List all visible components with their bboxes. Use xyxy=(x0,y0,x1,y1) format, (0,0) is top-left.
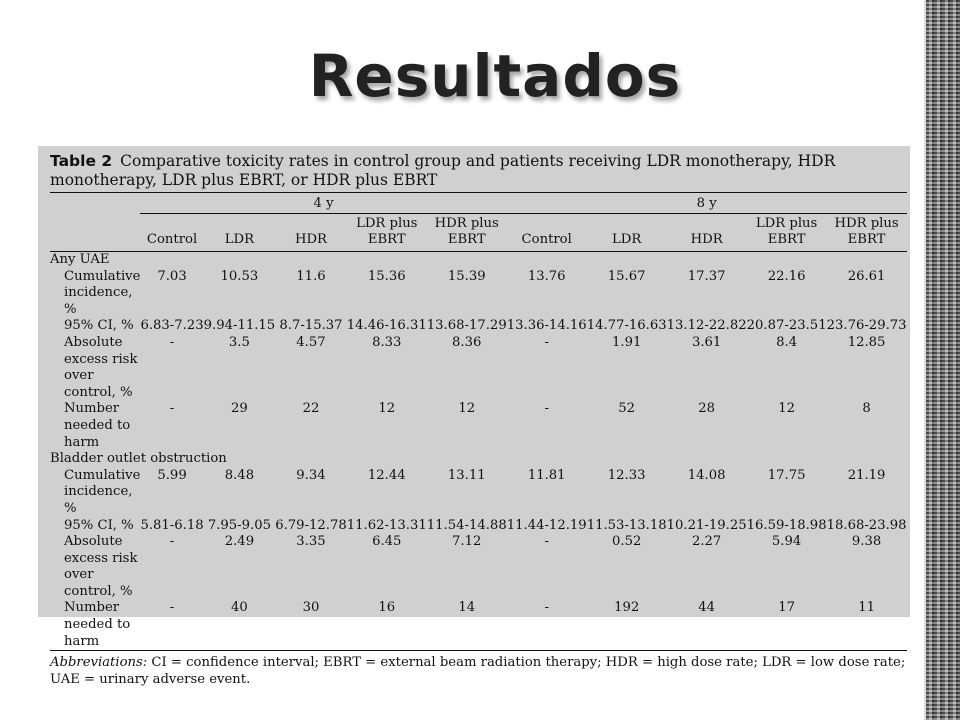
table-cell: 10.21-19.25 xyxy=(666,517,747,533)
table-caption-text: Comparative toxicity rates in control group and patients receiving LDR monotherapy, HDR monotherapy, LDR plus EBRT, or HDR plus EBRT xyxy=(50,152,836,189)
table-row xyxy=(50,518,907,535)
table-cell: 11.6 xyxy=(296,268,326,284)
table-cell: 13.12-22.82 xyxy=(666,318,747,334)
table-cell: 1.91 xyxy=(611,334,642,350)
table-cell: 17.37 xyxy=(687,268,726,284)
table-cell: 2.49 xyxy=(224,534,255,550)
table-cell: 29 xyxy=(231,401,248,417)
table-row xyxy=(50,269,907,319)
column-header: HDR xyxy=(275,214,347,252)
row-label: 95% CI, % xyxy=(64,517,134,533)
table-cell: 11.53-13.18 xyxy=(586,517,667,533)
table-cell: 12 xyxy=(378,401,396,417)
table-cell: 18.68-23.98 xyxy=(826,517,907,533)
table-cell: - xyxy=(544,401,549,417)
table-section-row xyxy=(50,451,907,468)
column-header: HDR plus EBRT xyxy=(827,214,907,252)
table-cell: 8.4 xyxy=(776,334,798,350)
results-table-figure xyxy=(38,146,910,688)
table-cell: 5.99 xyxy=(157,467,187,483)
table-body xyxy=(50,252,907,651)
table-cell: 6.79-12.78 xyxy=(275,517,347,533)
slide-title: Resultados xyxy=(308,42,682,110)
table-section-row xyxy=(50,252,907,269)
table-row xyxy=(50,600,907,650)
table-footnote xyxy=(50,651,907,689)
row-label: Number needed to harm xyxy=(64,600,131,649)
footnote-label: Abbreviations: xyxy=(50,655,148,671)
table-cell: 14.77-16.63 xyxy=(586,318,667,334)
table-cell: 23.76-29.73 xyxy=(826,318,907,334)
table-cell: 5.81-6.18 xyxy=(140,517,204,533)
table-cell: 16 xyxy=(378,600,396,616)
table-cell: 14.46-16.31 xyxy=(346,318,427,334)
table-cell: 14.08 xyxy=(687,467,726,483)
table-cell: 8.36 xyxy=(452,334,482,350)
table-cell: 9.34 xyxy=(296,467,326,483)
table-cell: 4.57 xyxy=(296,334,326,350)
table-cell: 3.35 xyxy=(296,534,326,550)
row-label: Absolute excess risk over control, % xyxy=(64,334,138,400)
table-cell: 40 xyxy=(231,600,248,616)
table-cell: 9.38 xyxy=(851,534,882,550)
table-cell: 22 xyxy=(302,401,320,417)
table-cell: 20.87-23.51 xyxy=(746,318,827,334)
table-cell: - xyxy=(169,401,175,417)
table-cell: 15.39 xyxy=(447,268,486,284)
table-cell: 8.33 xyxy=(372,334,402,350)
table-cell: 11.44-12.19 xyxy=(506,517,587,533)
table-cell: 8 xyxy=(862,401,871,417)
column-header: Control xyxy=(140,214,203,252)
table-cell: 192 xyxy=(614,600,640,616)
table-cell: 8.48 xyxy=(224,467,255,483)
table-cell: 44 xyxy=(698,600,716,616)
table-label: Table 2 xyxy=(50,152,113,170)
table-cell: - xyxy=(169,600,175,616)
table-cell: 22.16 xyxy=(767,268,806,284)
table-cell: 12 xyxy=(778,401,795,417)
table-cell: 52 xyxy=(618,401,636,417)
table-cell: - xyxy=(169,534,175,550)
table-row xyxy=(50,318,907,335)
section-label: Any UAE xyxy=(50,252,110,267)
table-cell: 7.95-9.05 xyxy=(207,517,271,533)
table-row xyxy=(50,401,907,451)
table-cell: 26.61 xyxy=(847,268,886,284)
table-row xyxy=(50,335,907,401)
table-cell: 17 xyxy=(778,600,795,616)
table-cell: 15.36 xyxy=(367,268,406,284)
table-cell: 10.53 xyxy=(220,268,259,284)
column-header: HDR xyxy=(667,214,747,252)
column-header: LDR plus EBRT xyxy=(747,214,827,252)
table-cell: 11.62-13.31 xyxy=(346,517,427,533)
table-cell: 12.33 xyxy=(607,467,646,483)
table-cell: 16.59-18.98 xyxy=(746,517,827,533)
table-caption xyxy=(50,152,898,190)
table-cell: 30 xyxy=(302,600,320,616)
table-cell: 11 xyxy=(858,600,875,616)
row-label: Cumulative incidence, % xyxy=(64,268,141,317)
table-cell: 12.44 xyxy=(367,467,406,483)
table-cell: 5.94 xyxy=(771,534,802,550)
table-cell: 6.45 xyxy=(372,534,402,550)
column-header: LDR xyxy=(587,214,667,252)
group-header-4y: 4 y xyxy=(140,193,506,214)
table-cell: 13.76 xyxy=(527,268,566,284)
table-cell: - xyxy=(169,334,175,350)
decorative-edge-strip xyxy=(924,0,960,720)
table-cell: 13.36-14.16 xyxy=(506,318,587,334)
table-cell: 13.11 xyxy=(447,467,486,483)
table-cell: 12.85 xyxy=(847,334,886,350)
toxicity-table xyxy=(50,192,907,688)
footnote-text: CI = confidence interval; EBRT = external beam radiation therapy; HDR = high dose rate; LDR = low dose rate; UAE = urinary adverse event. xyxy=(50,655,906,688)
table-cell: - xyxy=(544,534,549,550)
table-cell: 11.81 xyxy=(527,467,566,483)
table-cell: 28 xyxy=(698,401,716,417)
column-header: Control xyxy=(507,214,587,252)
row-label: Number needed to harm xyxy=(64,401,131,450)
table-cell: 11.54-14.88 xyxy=(426,517,507,533)
row-label: 95% CI, % xyxy=(64,318,134,334)
table-cell: 3.5 xyxy=(228,334,250,350)
table-cell: 17.75 xyxy=(767,467,806,483)
table-cell: 2.27 xyxy=(691,534,722,550)
column-header: LDR xyxy=(204,214,276,252)
table-cell: 14 xyxy=(458,600,476,616)
group-header-8y: 8 y xyxy=(507,193,907,214)
table-cell: 12 xyxy=(458,401,476,417)
row-label: Cumulative incidence, % xyxy=(64,467,141,516)
table-cell: - xyxy=(544,600,549,616)
table-cell: 8.7-15.37 xyxy=(279,318,343,334)
table-row xyxy=(50,468,907,518)
table-cell: 3.61 xyxy=(691,334,722,350)
table-row xyxy=(50,534,907,600)
table-cell: 21.19 xyxy=(847,467,886,483)
table-cell: 9.94-11.15 xyxy=(203,318,276,334)
table-cell: - xyxy=(544,334,549,350)
table-cell: 15.67 xyxy=(607,268,646,284)
table-cell: 7.12 xyxy=(452,534,482,550)
table-cell: 6.83-7.23 xyxy=(140,318,204,334)
column-header: HDR plus EBRT xyxy=(427,214,507,252)
table-cell: 0.52 xyxy=(611,534,642,550)
column-header: LDR plus EBRT xyxy=(347,214,427,252)
row-label: Absolute excess risk over control, % xyxy=(64,534,138,599)
table-cell: 7.03 xyxy=(157,268,187,284)
table-cell: 13.68-17.29 xyxy=(426,318,507,334)
section-label: Bladder outlet obstruction xyxy=(50,451,227,467)
